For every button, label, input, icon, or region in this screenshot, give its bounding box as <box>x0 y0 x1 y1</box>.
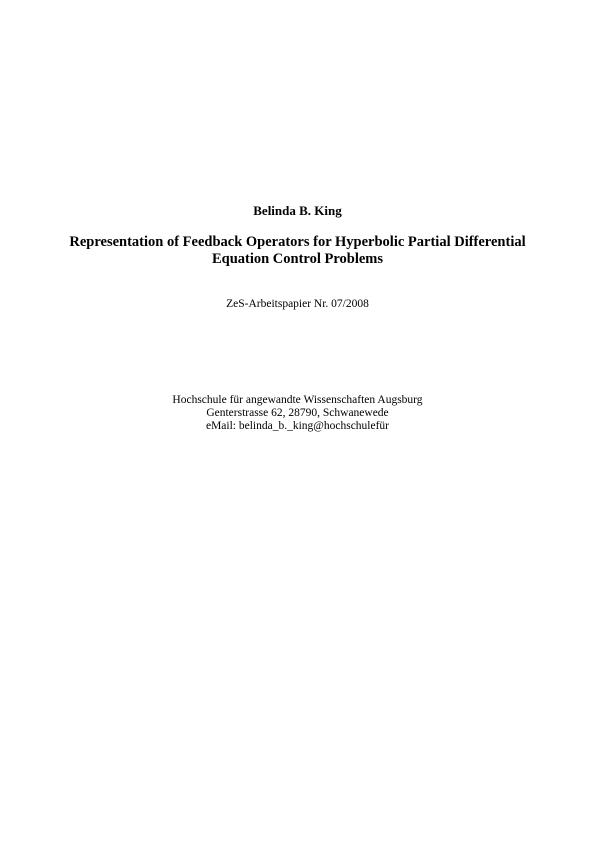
paper-title-line-2: Equation Control Problems <box>211 251 384 267</box>
author-name: Belinda B. King <box>253 203 342 218</box>
paper-title-line-1: Representation of Feedback Operators for Hyperbolic Partial Differential <box>69 234 526 250</box>
paper-series-number: ZeS-Arbeitspapier Nr. 07/2008 <box>226 298 369 310</box>
institution-address: Genterstrasse 62, 28790, Schwanewede <box>206 407 389 419</box>
institution-name: Hochschule für angewandte Wissenschaften Augsburg <box>172 394 423 406</box>
paper-title <box>40 234 555 268</box>
author-email: eMail: belinda_b._king@hochschulefür <box>205 420 390 432</box>
author-affiliation <box>0 394 595 433</box>
